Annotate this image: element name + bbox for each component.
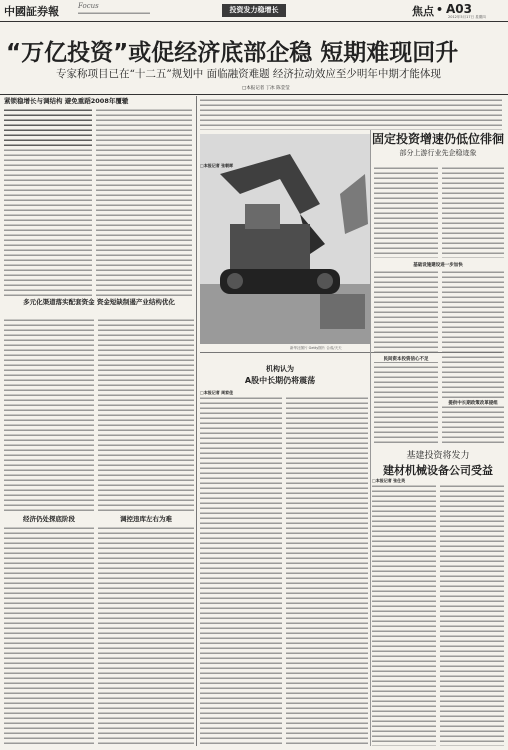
section1-title: 紧锁稳增长与调结构 避免重蹈2008年覆辙 — [4, 97, 129, 105]
section-tag: Focus — [78, 2, 99, 10]
mr-sub2: 提供中长期政策改革提组 — [442, 400, 504, 406]
mr-text-4 — [442, 270, 504, 446]
mr-title: 固定投资增速仍低位徘徊 — [372, 132, 505, 146]
mid-divider — [200, 352, 502, 353]
left-text-3 — [4, 318, 94, 512]
section2-title: 多元化渠道落实配套资金 资金短缺制遏产业结构优化 — [23, 298, 175, 306]
mr-subtitle: 部分上游行业先企稳迹象 — [399, 149, 477, 157]
br-title: 基建投资将发力 — [406, 451, 470, 461]
page-label: 焦点 — [412, 5, 434, 18]
mr-byline: □本报记者 张朝晖 — [200, 163, 234, 168]
column-divider — [196, 96, 197, 746]
left-text-5 — [4, 526, 94, 746]
br-byline: □本报记者 张仕英 — [372, 478, 406, 483]
br-subtitle: 建材机械设备公司受益 — [383, 464, 493, 477]
left-text-1 — [4, 148, 92, 296]
left-text-2 — [96, 108, 192, 296]
mid-col-divider — [370, 130, 371, 746]
header-rule — [0, 94, 508, 95]
middle-top-text — [200, 98, 502, 130]
page-number-separator: • — [436, 3, 444, 16]
mr-sub3: 民间资本投资信心不足 — [374, 356, 438, 362]
section4-title: 调控违库左右为难 — [120, 515, 172, 523]
machine-text-2 — [286, 396, 368, 746]
br-text-1 — [372, 484, 436, 746]
section-title: 投资发力稳增长 — [229, 6, 279, 14]
machine-text-1 — [200, 396, 282, 746]
mr-text-1 — [374, 166, 438, 258]
left-lead-text — [4, 108, 92, 146]
machine-title: 机构认为 — [266, 365, 294, 373]
machine-subtitle: A股中长期仍将震荡 — [244, 376, 316, 385]
paper-name: 中國証券報 — [4, 5, 59, 18]
left-text-6 — [98, 526, 194, 746]
left-text-4 — [98, 318, 194, 512]
masthead — [0, 0, 508, 22]
masthead-small-print — [78, 11, 150, 16]
page-date: 2012年5月17日 星期四 — [448, 15, 486, 19]
br-text-2 — [440, 484, 504, 746]
mr-sub1: 基础设施建设进一步加快 — [413, 263, 463, 268]
masthead-rule — [0, 21, 508, 22]
subheadline: 专家称项目已在“十二五”规划中 面临融资难题 经济拉动效应至少明年中期才能体现 — [56, 68, 441, 80]
photo-caption: 新华社图片 Getty图片 合成/天天 — [290, 346, 342, 350]
mr-text-2 — [442, 166, 504, 258]
page-number: A03 — [446, 2, 472, 16]
headline: “万亿投资”或促经济底部企稳 短期难现回升 — [6, 40, 459, 66]
machine-byline: □本报记者 周家佳 — [200, 390, 234, 395]
section-title-banner — [222, 4, 286, 17]
byline: □本报记者 丁冰 陈莹莹 — [242, 86, 290, 91]
section3-title: 经济仍处探底阶段 — [23, 515, 75, 523]
